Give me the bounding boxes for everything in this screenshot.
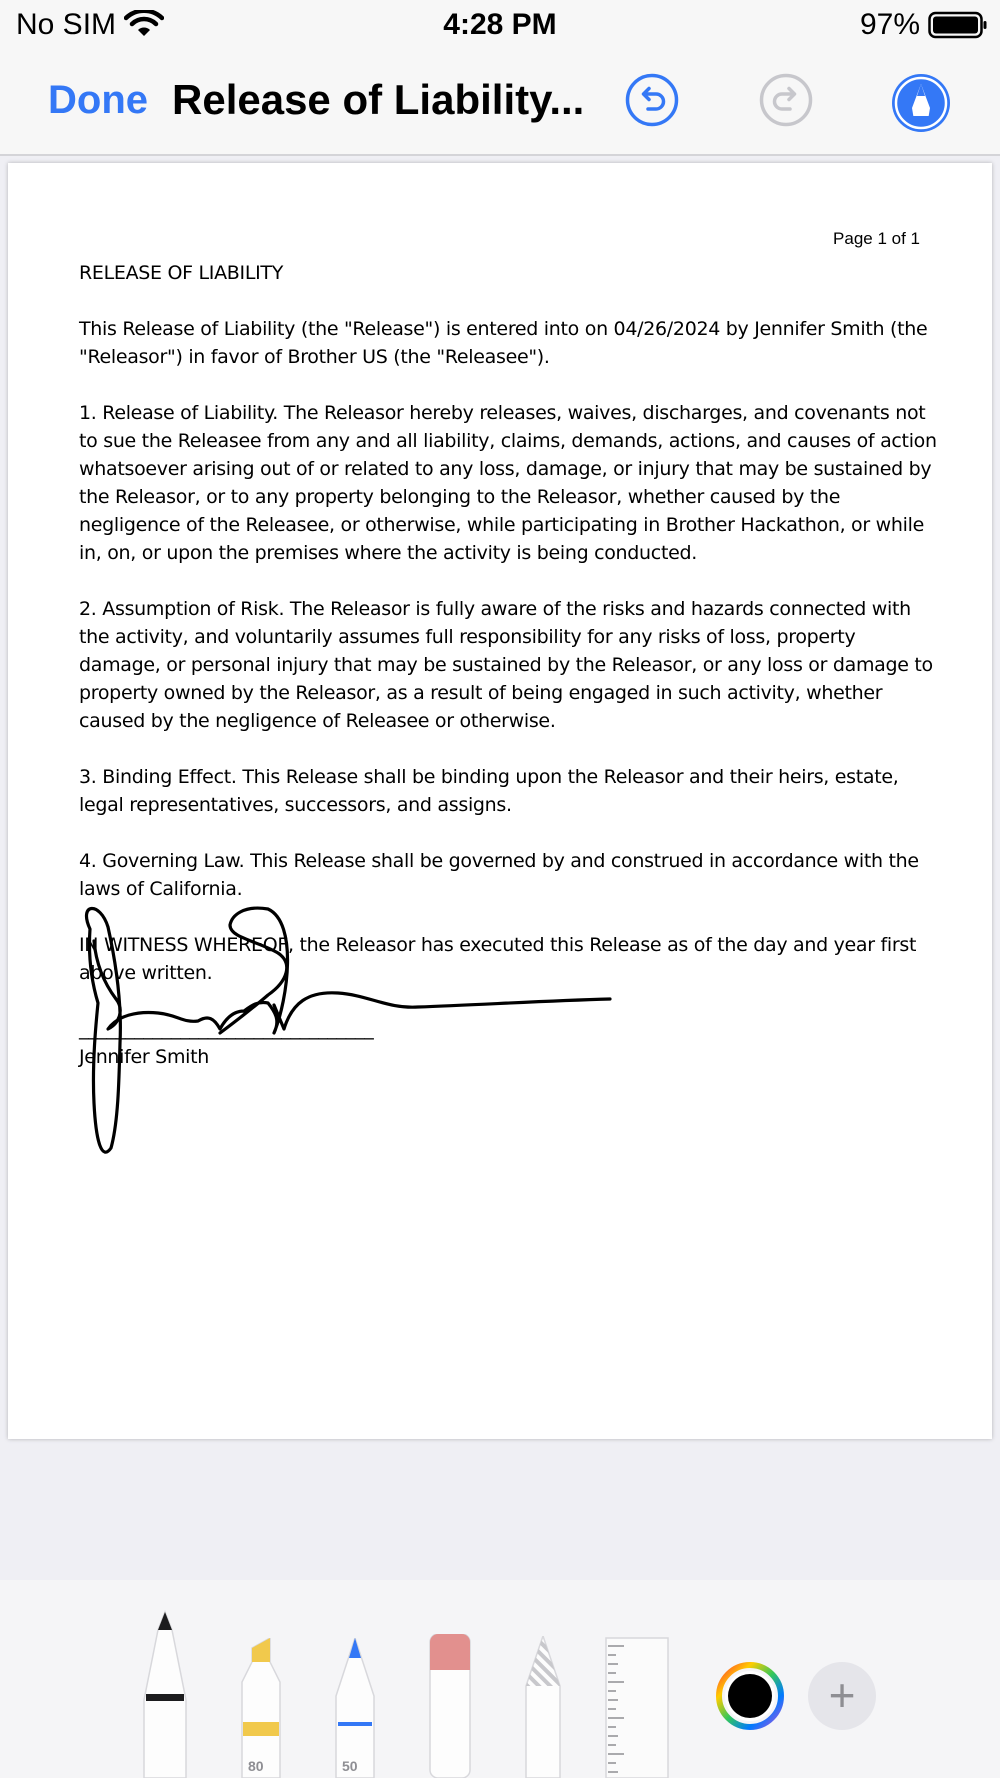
binding-paragraph: 3. Binding Effect. This Release shall be binding upon the Releasor and their heirs, estate, legal representatives, successors, and assigns. — [79, 766, 899, 816]
color-picker-icon[interactable] — [716, 1662, 784, 1730]
battery-icon — [928, 11, 988, 39]
document-page[interactable] — [8, 163, 992, 1439]
markup-tool-palette — [0, 1580, 1000, 1778]
assumption-paragraph: 2. Assumption of Risk. The Releasor is fully aware of the risks and hazards connected with the activity, and voluntarily assumes full responsibility for any risks of loss, property damage, or personal injury that may be sustained by the Releasor, or any loss or damage to property owned by the Releasor, as a result of being engaged in such activity, whether caused by the negligence of Releasee or otherwise. — [79, 598, 933, 732]
highlighter-tool-icon[interactable] — [238, 1638, 284, 1778]
intro-paragraph: This Release of Liability (the "Release") is entered into on 04/26/2024 by Jennifer Smith (the "Releasor") in favor of Brother US (the "Releasee"). — [79, 318, 928, 368]
eraser-tool-icon[interactable] — [428, 1634, 472, 1778]
battery-percent: 97% — [859, 8, 920, 41]
governing-law-paragraph: 4. Governing Law. This Release shall be governed by and construed in accordance with the laws of California. — [79, 850, 919, 900]
document-body — [79, 259, 939, 1071]
highlighter-size-label: 80 — [248, 1758, 264, 1774]
pencil-tool-icon[interactable] — [332, 1638, 378, 1778]
pen-tool-icon[interactable] — [142, 1610, 188, 1778]
page-number: Page 1 of 1 — [833, 229, 920, 248]
undo-icon[interactable] — [624, 72, 680, 128]
witness-paragraph: IN WITNESS WHEREOF, the Releasor has executed this Release as of the day and year first above written. — [79, 934, 917, 984]
done-button[interactable]: Done — [48, 78, 148, 122]
signature-line: ________________________________ — [79, 1018, 374, 1040]
redo-icon[interactable] — [758, 72, 814, 128]
release-paragraph: 1. Release of Liability. The Releasor hereby releases, waives, discharges, and covenants not to sue the Releasee from any and all liability, claims, demands, actions, and causes of action whatsoever arising out of or related to any loss, damage, or injury that may be sustained by the Releasor, or to any property belonging to the Releasor, whether caused by the negligence of the Releasee, or otherwise, while participating in Brother Hackathon, or while in, on, or upon the premises where the activity is being conducted. — [79, 402, 937, 564]
pencil-size-label: 50 — [342, 1758, 358, 1774]
clock: 4:28 PM — [443, 8, 557, 41]
signer-name: Jennifer Smith — [79, 1046, 210, 1068]
document-heading: RELEASE OF LIABILITY — [79, 262, 284, 284]
status-bar — [0, 0, 1000, 50]
ruler-tool-icon[interactable] — [604, 1636, 670, 1778]
nav-bar — [0, 50, 1000, 156]
document-title: Release of Liability... — [172, 76, 585, 123]
carrier-label: No SIM — [16, 8, 117, 41]
lasso-tool-icon[interactable] — [520, 1636, 566, 1778]
plus-icon: + — [828, 1669, 856, 1721]
markup-pen-icon[interactable] — [890, 72, 952, 134]
add-button[interactable] — [808, 1662, 876, 1730]
